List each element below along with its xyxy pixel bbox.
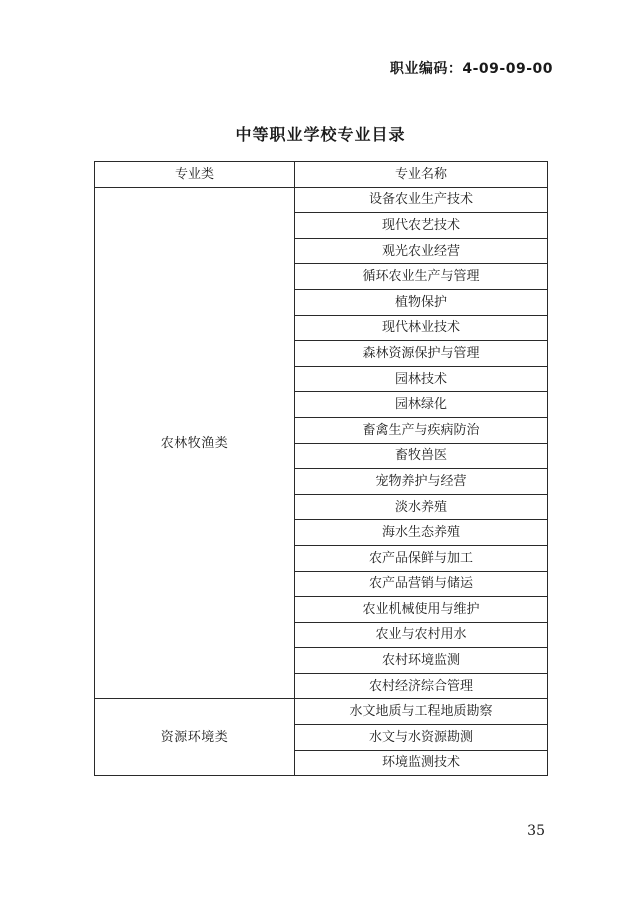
column-header-major: 专业名称 (295, 162, 548, 188)
major-cell: 农业与农村用水 (295, 622, 548, 648)
major-cell: 森林资源保护与管理 (295, 341, 548, 367)
major-cell: 设备农业生产技术 (295, 187, 548, 213)
table-body (95, 187, 548, 776)
major-cell: 农村经济综合管理 (295, 673, 548, 699)
major-cell: 农村环境监测 (295, 648, 548, 674)
major-cell: 水文与水资源勘测 (295, 725, 548, 751)
major-cell: 观光农业经营 (295, 238, 548, 264)
major-cell: 循环农业生产与管理 (295, 264, 548, 290)
major-cell: 畜牧兽医 (295, 443, 548, 469)
document-title: 中等职业学校专业目录 (235, 125, 406, 144)
major-cell: 园林绿化 (295, 392, 548, 418)
category-cell: 农林牧渔类 (95, 187, 295, 699)
major-cell: 水文地质与工程地质勘察 (295, 699, 548, 725)
major-catalog-table (94, 161, 548, 776)
table-row (95, 187, 548, 213)
major-cell: 海水生态养殖 (295, 520, 548, 546)
table-row (95, 699, 548, 725)
major-cell: 农产品保鲜与加工 (295, 545, 548, 571)
major-cell: 农产品营销与储运 (295, 571, 548, 597)
major-cell: 淡水养殖 (295, 494, 548, 520)
page-number: 35 (527, 823, 545, 839)
category-cell: 资源环境类 (95, 699, 295, 776)
major-cell: 环境监测技术 (295, 750, 548, 776)
major-cell: 宠物养护与经营 (295, 469, 548, 495)
major-cell: 农业机械使用与维护 (295, 597, 548, 623)
job-code: 职业编码：4-09-09-00 (389, 61, 553, 77)
major-cell: 园林技术 (295, 366, 548, 392)
column-header-category: 专业类 (95, 162, 295, 188)
major-cell: 现代农艺技术 (295, 213, 548, 239)
major-cell: 畜禽生产与疾病防治 (295, 417, 548, 443)
major-cell: 植物保护 (295, 289, 548, 315)
table-header-row (95, 162, 548, 188)
major-cell: 现代林业技术 (295, 315, 548, 341)
